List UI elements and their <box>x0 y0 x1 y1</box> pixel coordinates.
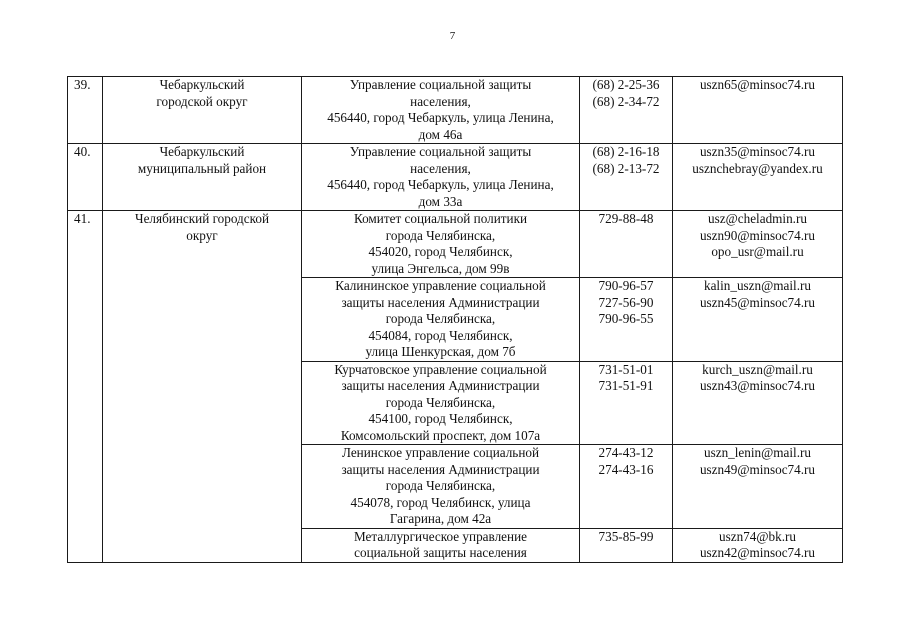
district-cell <box>103 144 302 211</box>
phone-number: 731-51-01 <box>598 361 654 377</box>
address-line: города Челябинска, <box>385 227 496 243</box>
phone-number: 790-96-57 <box>598 278 654 293</box>
email-address: uszn49@minsoc74.ru <box>699 461 816 477</box>
email-address: uszn35@minsoc74.ru <box>699 144 816 159</box>
email-address: usznchebray@yandex.ru <box>692 160 823 176</box>
email-address: uszn90@minsoc74.ru <box>699 227 816 243</box>
office-address-cell <box>302 278 580 362</box>
phones-cell <box>580 528 673 562</box>
office-address-cell <box>302 211 580 278</box>
district-cell <box>103 77 302 144</box>
phone-number: (68) 2-34-72 <box>592 93 660 109</box>
emails-cell <box>673 528 843 562</box>
address-line: города Челябинска, <box>385 394 496 410</box>
emails-cell <box>673 144 843 211</box>
address-line: улица Шенкурская, дом 7б <box>365 344 516 359</box>
phone-number: 790-96-55 <box>598 311 654 326</box>
phone-number: 729-88-48 <box>598 211 654 226</box>
phones-cell <box>580 361 673 445</box>
email-address: kurch_uszn@mail.ru <box>702 361 813 377</box>
email-address: opo_usr@mail.ru <box>711 244 804 259</box>
address-line: Металлургическое управление <box>354 528 527 544</box>
address-line: защиты населения Администрации <box>341 461 540 477</box>
page-number: 7 <box>449 30 456 42</box>
emails-cell <box>673 278 843 362</box>
email-address: uszn42@minsoc74.ru <box>699 545 816 560</box>
email-address: uszn65@minsoc74.ru <box>699 77 816 92</box>
address-line: населения, <box>410 93 471 109</box>
office-address-cell <box>302 77 580 144</box>
address-line: 456440, город Чебаркуль, улица Ленина, <box>327 177 554 192</box>
social-protection-directory-table <box>67 76 843 563</box>
table-row <box>68 211 843 278</box>
email-address: uszn_lenin@mail.ru <box>703 445 811 460</box>
email-address: kalin_uszn@mail.ru <box>703 278 811 293</box>
district-cell <box>103 211 302 563</box>
office-address-cell <box>302 528 580 562</box>
table-row <box>68 77 843 144</box>
emails-cell <box>673 211 843 278</box>
address-line: социальной защиты населения <box>354 545 527 560</box>
phone-number: (68) 2-16-18 <box>592 144 660 159</box>
address-line: Комитет социальной политики <box>353 211 528 226</box>
address-line: Гагарина, дом 42а <box>389 511 492 526</box>
address-line: улица Энгельса, дом 99в <box>371 260 510 276</box>
row-number: 41. <box>68 211 103 563</box>
phone-number: 727-56-90 <box>598 294 654 310</box>
address-line: Управление социальной защиты <box>349 77 532 92</box>
row-number: 39. <box>68 77 103 144</box>
address-line: 456440, город Чебаркуль, улица Ленина, <box>327 110 554 125</box>
emails-cell <box>673 361 843 445</box>
email-address: uszn74@bk.ru <box>719 528 796 544</box>
address-line: дом 46а <box>418 126 463 142</box>
district-name-line: округ <box>186 227 218 243</box>
phone-number: (68) 2-25-36 <box>592 77 660 92</box>
address-line: защиты населения Администрации <box>341 378 540 393</box>
email-address: uszn43@minsoc74.ru <box>699 378 816 393</box>
address-line: 454020, город Челябинск, <box>368 244 513 259</box>
address-line: защиты населения Администрации <box>341 294 540 310</box>
phone-number: (68) 2-13-72 <box>592 160 660 176</box>
phones-cell <box>580 445 673 529</box>
row-number: 40. <box>68 144 103 211</box>
address-line: Комсомольский проспект, дом 107а <box>340 427 541 443</box>
emails-cell <box>673 77 843 144</box>
address-line: Курчатовское управление социальной <box>334 361 547 377</box>
phones-cell <box>580 77 673 144</box>
phone-number: 274-43-12 <box>598 445 654 460</box>
address-line: населения, <box>410 160 471 176</box>
address-line: дом 33а <box>418 193 463 209</box>
address-line: 454084, город Челябинск, <box>368 327 513 343</box>
district-name-line: Чебаркульский <box>159 144 245 159</box>
table-row <box>68 144 843 211</box>
district-name-line: Челябинский городской <box>135 211 269 226</box>
address-line: Ленинское управление социальной <box>341 445 540 460</box>
email-address: uszn45@minsoc74.ru <box>699 294 816 310</box>
address-line: Управление социальной защиты <box>349 144 532 159</box>
address-line: города Челябинска, <box>385 478 496 493</box>
phones-cell <box>580 144 673 211</box>
phones-cell <box>580 278 673 362</box>
office-address-cell <box>302 361 580 445</box>
district-name-line: Чебаркульский <box>159 77 245 92</box>
district-name-line: городской округ <box>156 93 248 109</box>
email-address: usz@cheladmin.ru <box>708 211 807 226</box>
address-line: города Челябинска, <box>385 311 496 326</box>
office-address-cell <box>302 445 580 529</box>
phone-number: 274-43-16 <box>598 461 654 477</box>
phone-number: 735-85-99 <box>598 528 654 544</box>
emails-cell <box>673 445 843 529</box>
office-address-cell <box>302 144 580 211</box>
address-line: 454078, город Челябинск, улица <box>350 494 531 510</box>
phones-cell <box>580 211 673 278</box>
district-name-line: муниципальный район <box>137 160 267 176</box>
address-line: Калининское управление социальной <box>335 278 546 293</box>
phone-number: 731-51-91 <box>598 378 654 393</box>
address-line: 454100, город Челябинск, <box>368 411 513 426</box>
